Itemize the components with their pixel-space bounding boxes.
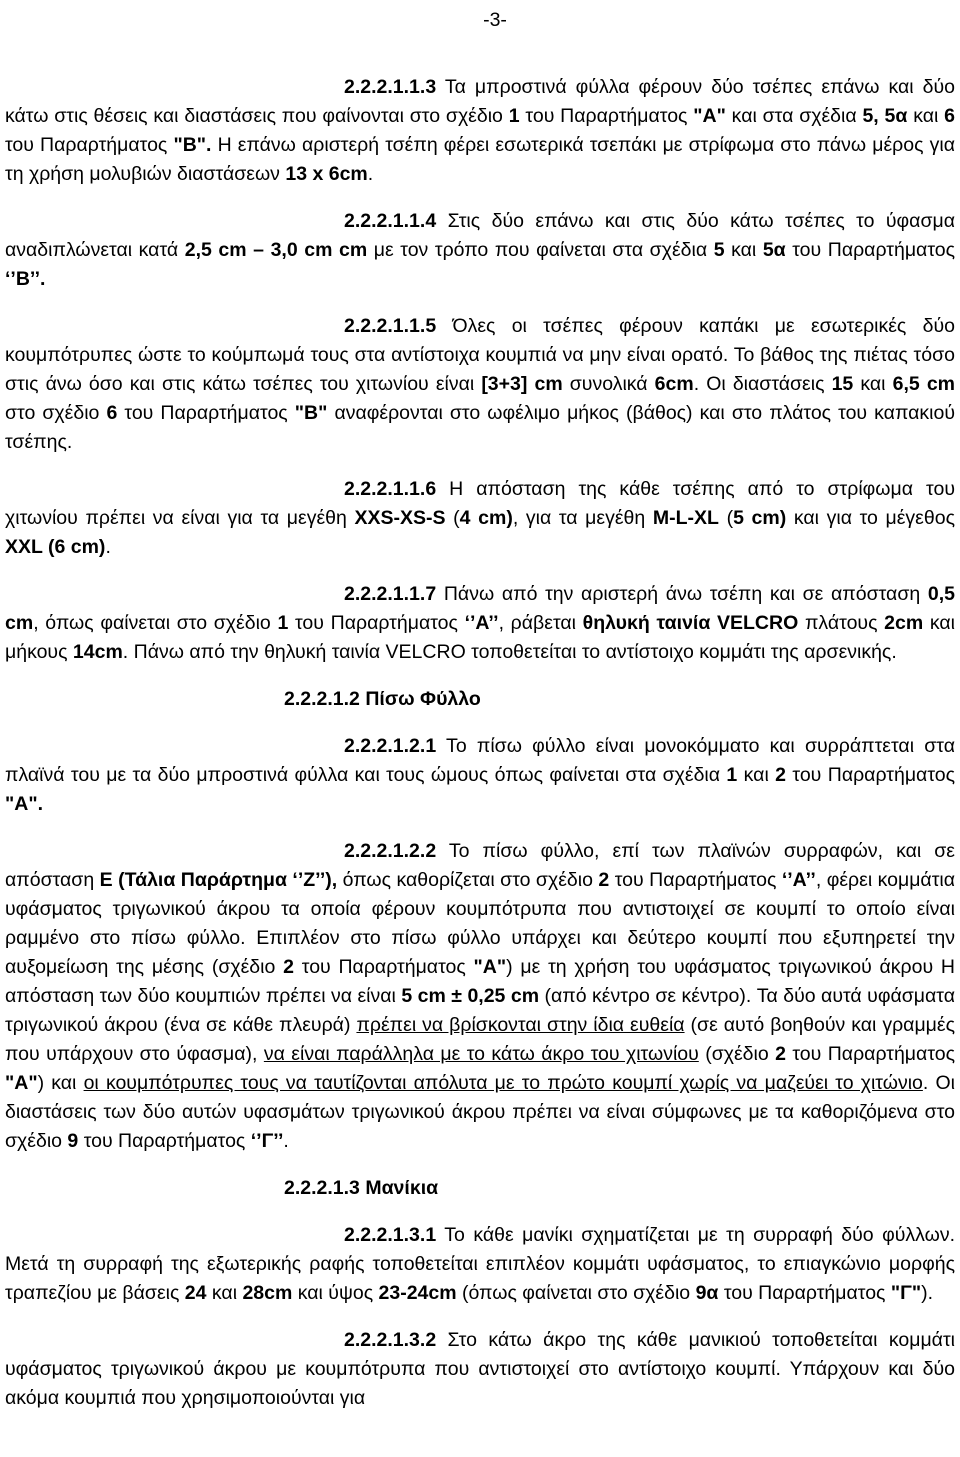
text-run: Στις δύο επάνω και στις δύο κάτω τσέπες το ύφασμα αναδιπλώνεται κατά <box>5 210 955 261</box>
bold-text: M-L-XL <box>652 507 719 529</box>
bold-text: 2 <box>775 1043 786 1065</box>
bold-text: "Β" <box>294 402 328 424</box>
text-run: . Οι διαστάσεις <box>693 373 832 395</box>
text-run: του Παραρτήματος <box>5 134 174 156</box>
text-run: ) και <box>37 1072 84 1094</box>
text-run: του Παραρτήματος <box>785 239 955 261</box>
bold-text: 15 <box>831 373 854 395</box>
paragraph <box>5 837 955 1156</box>
text-run: και <box>206 1282 243 1304</box>
bold-text: 13 x 6cm <box>285 163 368 185</box>
clause-number: 2.2.2.1.1.5 <box>344 315 437 337</box>
text-run: του Παραρτήματος <box>293 956 474 978</box>
bold-text: 23-24cm <box>378 1282 457 1304</box>
text-run: και μήκους <box>5 612 956 663</box>
bold-text: 6 <box>944 105 956 127</box>
clause-number: 2.2.2.1.3 <box>284 1177 360 1199</box>
clause-number: 2.2.2.1.2.1 <box>344 735 437 757</box>
bold-text: 14cm <box>72 641 123 663</box>
paragraph <box>5 580 955 667</box>
text-run: με τον τρόπο που φαίνεται στα σχέδια <box>367 239 714 261</box>
bold-text: 24 <box>184 1282 207 1304</box>
paragraph <box>5 207 955 294</box>
bold-text: "Γ" <box>890 1282 922 1304</box>
text-run: του Παραρτήματος <box>117 402 295 424</box>
bold-text: 9α <box>695 1282 719 1304</box>
bold-text: "Α". <box>5 793 43 815</box>
bold-text: 6cm <box>654 373 694 395</box>
underlined-text: να είναι παράλληλα με το κάτω άκρο του χιτωνίου <box>263 1043 699 1065</box>
bold-text: 28cm <box>242 1282 293 1304</box>
text-run: του Παραρτήματος <box>785 1043 955 1065</box>
text-run: και στα σχέδια <box>725 105 863 127</box>
underlined-text: πρέπει να βρίσκονται στην ίδια ευθεία <box>356 1014 685 1036</box>
text-run: στο σχέδιο <box>5 402 107 424</box>
bold-text: "Α" <box>693 105 726 127</box>
bold-text: 5 cm ± 0,25 cm <box>401 985 540 1007</box>
clause-number: 2.2.2.1.3.1 <box>344 1224 437 1246</box>
bold-text: Ε (Τάλια Παράρτημα ‘’Ζ’’), <box>99 869 338 891</box>
text-run: ( <box>445 507 460 529</box>
bold-text: 5 cm) <box>733 507 787 529</box>
text-run: . <box>283 1130 289 1152</box>
bold-text: 0,5 cm <box>5 583 955 634</box>
text-run: και <box>737 764 776 786</box>
bold-text: 1 <box>277 612 289 634</box>
clause-number: 2.2.2.1.3.2 <box>344 1329 437 1351</box>
text-run: του Παραρτήματος <box>78 1130 251 1152</box>
text-run: Όλες οι τσέπες φέρουν καπάκι με εσωτερικές δύο κουμπότρυπες ώστε το κούμπωμά τους στα αντίστοιχα κουμπιά να μην είναι ορατό. Το βάθος της πιέτας τόσο στις άνω όσο και στις κάτω τσέπες του χιτωνίου είναι <box>5 315 955 395</box>
text-run: ) με τη χρήση του υφάσματος τριγωνικού άκρου Η απόσταση των δύο κουμπιών πρέπει να είναι <box>5 956 956 1007</box>
bold-text: 2,5 cm – 3,0 cm cm <box>184 239 368 261</box>
text-run: του Παραρτήματος <box>288 612 465 634</box>
text-run: πλάτους <box>798 612 885 634</box>
text-run: Το κάθε μανίκι σχηματίζεται με τη συρραφή δύο φύλλων. Μετά τη συρραφή της εξωτερικής ραφής τοποθετείται επιπλέον κομμάτι υφάσματος, το επιαγκώνιο μορφής τραπεζίου με βάσεις <box>5 1224 955 1304</box>
bold-text: 6,5 cm <box>892 373 956 395</box>
text-run: (όπως φαίνεται στο σχέδιο <box>456 1282 696 1304</box>
text-run: , φέρει κομμάτια υφάσματος τριγωνικού άκρου τα οποία φέρουν κουμπότρυπα που αντιστοιχεί σε κουμπί το οποίο είναι ραμμένο στο πίσω φύλλο. Επιπλέον στο πίσω φύλλο υπάρχει και δεύτερο κουμπί που εξυπηρετεί την αυξομείωση της μέσης (σχέδιο <box>5 869 956 978</box>
bold-text: 1 <box>726 764 738 786</box>
bold-text: 5 <box>713 239 725 261</box>
bold-text: [3+3] cm <box>481 373 563 395</box>
text-run: , όπως φαίνεται στο σχέδιο <box>33 612 278 634</box>
bold-text: 2 <box>283 956 294 978</box>
text-run: ). <box>921 1282 933 1304</box>
bold-text: 1 <box>508 105 520 127</box>
bold-text: 5α <box>762 239 786 261</box>
text-run: , ράβεται <box>498 612 583 634</box>
text-run: Το πίσω φύλλο είναι μονοκόμματο και συρράπτεται στα πλαϊνά του με τα δύο μπροστινά φύλλα και τους ώμους όπως φαίνεται στα σχέδια <box>5 735 955 786</box>
page-number: -3- <box>483 9 507 31</box>
section-heading <box>5 685 955 714</box>
paragraph <box>5 73 955 189</box>
document-body <box>5 73 955 1413</box>
bold-text: ‘’Α’’ <box>464 612 499 634</box>
text-run: και <box>853 373 893 395</box>
underlined-text: οι κουμπότρυπες τους να ταυτίζονται απόλυτα με το πρώτο κουμπί χωρίς να μαζεύει το χιτώνιο <box>83 1072 923 1094</box>
text-run: του Παραρτήματος <box>609 869 782 891</box>
bold-text: "Β". <box>173 134 212 156</box>
text-run: του Παραρτήματος <box>718 1282 891 1304</box>
text-run: (σχέδιο <box>698 1043 776 1065</box>
clause-number: 2.2.2.1.1.7 <box>344 583 437 605</box>
bold-text: 5, 5α <box>862 105 908 127</box>
paragraph <box>5 312 955 457</box>
text-run: και για το μέγεθος <box>786 507 955 529</box>
text-run: Στο κάτω άκρο της κάθε μανικιού τοποθετείται κομμάτι υφάσματος τριγωνικού άκρου με κουμπότρυπα που αντιστοιχεί στο αντίστοιχο κουμπί. Υπάρχουν και δύο ακόμα κουμπιά που χρησιμοποιούνται για <box>5 1329 955 1409</box>
clause-number: 2.2.2.1.1.3 <box>344 76 437 98</box>
text-run: και <box>724 239 763 261</box>
bold-text: ‘’Β’’. <box>5 268 46 290</box>
bold-text: 2 <box>775 764 787 786</box>
text-run: και <box>907 105 945 127</box>
paragraph <box>5 1221 955 1308</box>
text-run: (από κέντρο σε κέντρο). Τα δύο αυτά υφάσματα τριγωνικού άκρου (ένα σε κάθε πλευρά) <box>5 985 955 1036</box>
text-run: Τα μπροστινά φύλλα φέρουν δύο τσέπες επάνω και δύο κάτω στις θέσεις και διαστάσεις που φαίνονται στο σχέδιο <box>5 76 955 127</box>
clause-number: 2.2.2.1.1.6 <box>344 478 437 500</box>
bold-text: XXS-XS-S <box>354 507 446 529</box>
text-run: του Παραρτήματος <box>786 764 955 786</box>
text-run: Η επάνω αριστερή τσέπη φέρει εσωτερικά τσεπάκι με στρίφωμα στο πάνω μέρος για τη χρήση μολυβιών διαστάσεων <box>5 134 955 185</box>
bold-text: 2 <box>598 869 610 891</box>
bold-text: θηλυκή ταινία VELCRO <box>582 612 799 634</box>
bold-text: "Α" <box>473 956 507 978</box>
text-run: . <box>105 536 111 558</box>
text-run: και ύψος <box>292 1282 379 1304</box>
text-run: ( <box>718 507 734 529</box>
text-run: όπως καθορίζεται στο σχέδιο <box>337 869 599 891</box>
bold-text: XXL (6 cm) <box>5 536 106 558</box>
text-run: του Παραρτήματος <box>519 105 694 127</box>
bold-text: ‘’Α’’ <box>781 869 816 891</box>
clause-number: 2.2.2.1.2 <box>284 688 360 710</box>
text-run: αναφέρονται στο ωφέλιμο μήκος (βάθος) και στο πλάτος του καπακιού τσέπης. <box>5 402 955 453</box>
heading-title: Μανίκια <box>365 1177 439 1199</box>
clause-number: 2.2.2.1.1.4 <box>344 210 437 232</box>
text-run: . <box>367 163 374 185</box>
paragraph <box>5 1326 955 1413</box>
heading-title: Πίσω Φύλλο <box>365 688 481 710</box>
bold-text: 9 <box>67 1130 79 1152</box>
bold-text: ‘’Γ’’ <box>250 1130 284 1152</box>
bold-text: 6 <box>106 402 118 424</box>
bold-text: 4 cm) <box>459 507 513 529</box>
text-run: συνολικά <box>562 373 655 395</box>
clause-number: 2.2.2.1.2.2 <box>344 840 437 862</box>
text-run: , για τα μεγέθη <box>512 507 653 529</box>
text-run: . Οι διαστάσεις των δύο αυτών υφασμάτων τριγωνικού άκρου πρέπει να είναι σύμφωνες με τα καθοριζόμενα στο σχέδιο <box>5 1072 955 1152</box>
bold-text: "Α" <box>5 1072 38 1094</box>
text-run: Το πίσω φύλλο, επί των πλαϊνών συρραφών, και σε απόσταση <box>5 840 955 891</box>
text-run: Η απόσταση της κάθε τσέπης από το στρίφωμα του χιτωνίου πρέπει να είναι για τα μεγέθη <box>5 478 955 529</box>
bold-text: 2cm <box>884 612 924 634</box>
text-run: (σε αυτό βοηθούν και γραμμές που υπάρχουν στο ύφασμα), <box>5 1014 956 1065</box>
section-heading <box>5 1174 955 1203</box>
paragraph <box>5 475 955 562</box>
paragraph <box>5 732 955 819</box>
text-run: Πάνω από την αριστερή άνω τσέπη και σε απόσταση <box>436 583 928 605</box>
text-run: . Πάνω από την θηλυκή ταινία VELCRO τοποθετείται το αντίστοιχο κομμάτι της αρσενικής. <box>122 641 897 663</box>
